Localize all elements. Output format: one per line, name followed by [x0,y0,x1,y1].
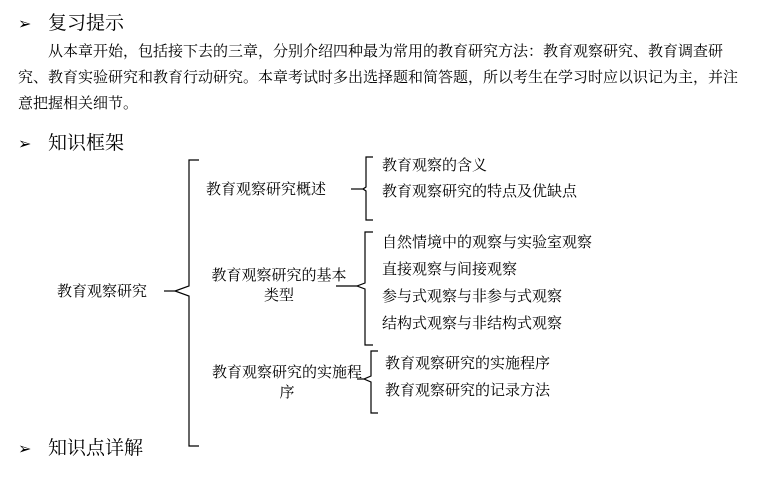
framework-leaf: 教育观察研究的实施程序 [385,354,551,372]
framework-leaf: 直接观察与间接观察 [382,260,518,278]
section-title-details: 知识点详解 [48,437,144,459]
framework-branch-overview: 教育观察研究概述 [206,180,327,198]
section-title-framework: 知识框架 [48,132,125,154]
framework-leaf: 教育观察研究的特点及优缺点 [382,182,578,200]
framework-leaf: 结构式观察与非结构式观察 [382,314,563,332]
framework-leaf: 教育观察研究的记录方法 [385,381,551,399]
section-heading-details [18,437,143,460]
framework-leaf: 自然情境中的观察与实验室观察 [382,233,593,251]
framework-root: 教育观察研究 [57,282,148,300]
review-text: 从本章开始，包括接下去的三章，分别介绍四种最为常用的教育研究方法：教育观察研究、教育调查研究、教育实验研究和教育行动研究。本章考试时多出选择题和简答题，所以考生在学习时应以识记为主，并注意把握相关细节。 [18,42,739,112]
arrow-bullet-icon: ➢ [18,134,32,153]
framework-branch-procedure: 教育观察研究的实施程序 [212,363,363,401]
arrow-bullet-icon: ➢ [18,14,32,33]
framework-leaf: 参与式观察与非参与式观察 [382,287,563,305]
framework-branch-types: 教育观察研究的基本类型 [211,266,347,304]
arrow-bullet-icon: ➢ [18,439,32,458]
section-title-review: 复习提示 [48,12,125,34]
framework-leaf: 教育观察的含义 [382,156,488,174]
